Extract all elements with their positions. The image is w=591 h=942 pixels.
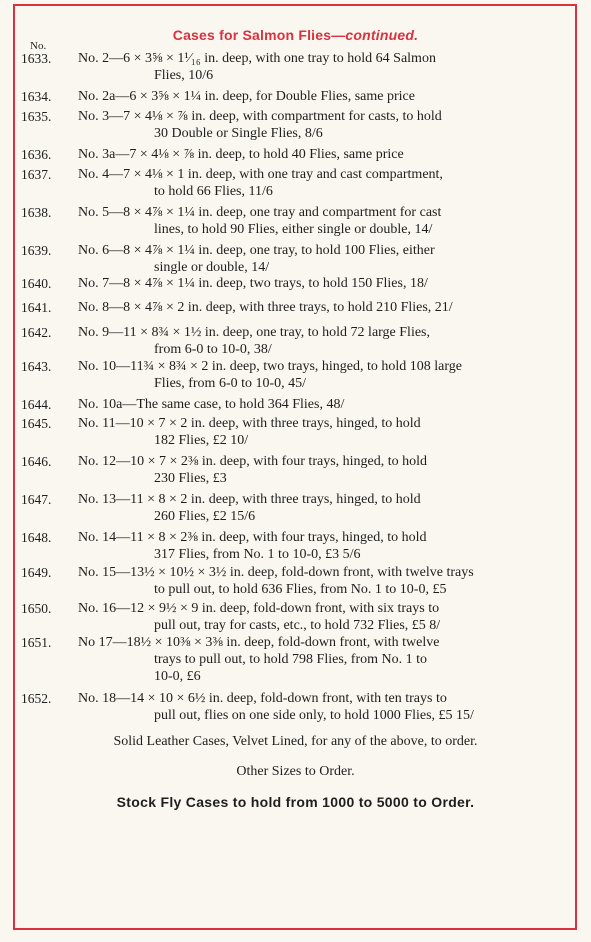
catalog-entry [0, 396, 591, 413]
entry-number: 1644. [21, 397, 52, 412]
entry-line-1: No. 3a—7 × 4⅛ × ⅞ in. deep, to hold 40 Flies, same price [78, 147, 404, 162]
entry-number: 1647. [21, 492, 52, 507]
entry-number: 1648. [21, 530, 52, 545]
catalog-entry [0, 166, 591, 200]
entry-line-1: No. 2—6 × 3⅝ × 1¹⁄₁₆ in. deep, with one tray to hold 64 Salmon [78, 51, 436, 66]
entry-number: 1637. [21, 167, 52, 182]
catalog-entry [0, 564, 591, 598]
entry-line-2: 182 Flies, £2 10/ [154, 433, 249, 448]
footer-note-sizes: Other Sizes to Order. [236, 764, 355, 779]
catalog-entry [0, 50, 591, 84]
entry-number: 1646. [21, 454, 52, 469]
entry-description [78, 634, 556, 685]
entry-line-2: lines, to hold 90 Flies, either single or double, 14/ [154, 222, 433, 237]
entry-line-1: No. 7—8 × 4⅞ × 1¼ in. deep, two trays, to hold 150 Flies, 18/ [78, 276, 428, 291]
heading-title: Cases for Salmon Flies [172, 27, 332, 43]
entry-description [78, 324, 556, 358]
catalog-entry [0, 491, 591, 525]
entry-line-2: 317 Flies, from No. 1 to 10-0, £3 5/6 [154, 547, 361, 562]
catalog-entry [0, 299, 591, 316]
heading-continued: —continued. [331, 27, 419, 43]
entry-description [78, 690, 556, 724]
entry-line-1: No. 11—10 × 7 × 2 in. deep, with three trays, hinged, to hold [78, 416, 421, 431]
entry-line-1: No. 4—7 × 4⅛ × 1 in. deep, with one tray and cast compartment, [78, 167, 443, 182]
entry-line-1: No. 9—11 × 8¾ × 1½ in. deep, one tray, to hold 72 large Flies, [78, 325, 431, 340]
entry-description [78, 453, 556, 487]
catalog-entry [0, 146, 591, 163]
entry-line-2: to hold 66 Flies, 11/6 [154, 184, 273, 199]
entry-description [78, 299, 556, 316]
catalog-entry [0, 204, 591, 238]
entry-line-3: 10-0, £6 [154, 669, 201, 684]
catalog-entry [0, 600, 591, 634]
entry-number: 1640. [21, 276, 52, 291]
catalog-entry [0, 108, 591, 142]
entry-line-2: 230 Flies, £3 [154, 471, 227, 486]
entry-line-1: No. 10—11¾ × 8¾ × 2 in. deep, two trays, hinged, to hold 108 large [78, 359, 463, 374]
entry-number: 1634. [21, 89, 52, 104]
entry-number: 1650. [21, 601, 52, 616]
entry-number: 1636. [21, 147, 52, 162]
entry-line-2: Flies, 10/6 [154, 68, 214, 83]
entry-line-1: No. 13—11 × 8 × 2 in. deep, with three trays, hinged, to hold [78, 492, 421, 507]
entry-line-1: No. 18—14 × 10 × 6½ in. deep, fold-down front, with ten trays to [78, 691, 447, 706]
entry-number: 1641. [21, 300, 52, 315]
entry-number: 1638. [21, 205, 52, 220]
footer-note-stock: Stock Fly Cases to hold from 1000 to 5000 to Order. [116, 794, 475, 810]
entry-description [78, 491, 556, 525]
entry-number: 1642. [21, 325, 52, 340]
entry-line-1: No. 15—13½ × 10½ × 3½ in. deep, fold-down front, with twelve trays [78, 565, 474, 580]
entry-description [78, 204, 556, 238]
entry-description [78, 600, 556, 634]
entry-line-1: No. 5—8 × 4⅞ × 1¼ in. deep, one tray and compartment for cast [78, 205, 442, 220]
entry-number: 1643. [21, 359, 52, 374]
entry-description [78, 166, 556, 200]
entry-line-1: No. 3—7 × 4⅛ × ⅞ in. deep, with compartment for casts, to hold [78, 109, 442, 124]
catalog-entry [0, 324, 591, 358]
entry-number: 1645. [21, 416, 52, 431]
entry-number: 1649. [21, 565, 52, 580]
entry-line-1: No. 10a—The same case, to hold 364 Flies, 48/ [78, 397, 345, 412]
entry-number: 1633. [21, 51, 52, 66]
entry-number: 1651. [21, 635, 52, 650]
entry-line-2: 30 Double or Single Flies, 8/6 [154, 126, 323, 141]
catalog-entry [0, 634, 591, 685]
entry-description [78, 275, 556, 292]
catalog-entry [0, 358, 591, 392]
entry-line-2: single or double, 14/ [154, 260, 270, 275]
catalog-entry [0, 88, 591, 105]
entry-line-1: No. 6—8 × 4⅞ × 1¼ in. deep, one tray, to hold 100 Flies, either [78, 243, 435, 258]
entry-line-1: No. 14—11 × 8 × 2⅜ in. deep, with four trays, hinged, to hold [78, 530, 427, 545]
catalog-entry [0, 453, 591, 487]
entry-line-2: from 6-0 to 10-0, 38/ [154, 342, 272, 357]
entry-line-1: No. 2a—6 × 3⅝ × 1¼ in. deep, for Double Flies, same price [78, 89, 415, 104]
catalog-entry [0, 690, 591, 724]
entry-line-2: pull out, tray for casts, etc., to hold 732 Flies, £5 8/ [154, 618, 441, 633]
entry-line-2: pull out, flies on one side only, to hold 1000 Flies, £5 15/ [154, 708, 474, 723]
catalog-entry [0, 275, 591, 292]
entry-line-2: to pull out, to hold 636 Flies, from No. 1 to 10-0, £5 [154, 582, 447, 597]
entry-description [78, 358, 556, 392]
entry-line-2: Flies, from 6-0 to 10-0, 45/ [154, 376, 307, 391]
entry-number: 1635. [21, 109, 52, 124]
entry-description [78, 108, 556, 142]
entry-description [78, 146, 556, 163]
entry-description [78, 50, 556, 84]
entry-line-1: No. 16—12 × 9½ × 9 in. deep, fold-down front, with six trays to [78, 601, 440, 616]
entry-description [78, 415, 556, 449]
section-heading [0, 27, 591, 43]
entry-number: 1639. [21, 243, 52, 258]
number-column-label: No. [30, 40, 47, 52]
catalog-entry [0, 529, 591, 563]
entry-line-2: 260 Flies, £2 15/6 [154, 509, 256, 524]
entry-description [78, 564, 556, 598]
entry-line-1: No. 8—8 × 4⅞ × 2 in. deep, with three trays, to hold 210 Flies, 21/ [78, 300, 453, 315]
entry-line-1: No 17—18½ × 10⅜ × 3⅜ in. deep, fold-down front, with twelve [78, 635, 440, 650]
entry-line-1: No. 12—10 × 7 × 2⅜ in. deep, with four trays, hinged, to hold [78, 454, 428, 469]
entry-description [78, 529, 556, 563]
footer-note-leather: Solid Leather Cases, Velvet Lined, for any of the above, to order. [113, 734, 478, 749]
entry-description [78, 396, 556, 413]
catalog-entry [0, 242, 591, 276]
entry-number: 1652. [21, 691, 52, 706]
entry-line-2: trays to pull out, to hold 798 Flies, from No. 1 to [154, 652, 427, 667]
entry-description [78, 242, 556, 276]
entry-description [78, 88, 556, 105]
catalog-entry [0, 415, 591, 449]
